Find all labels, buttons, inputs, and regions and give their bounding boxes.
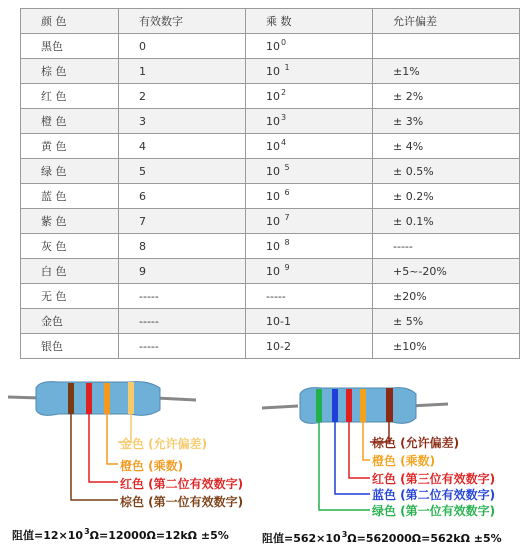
label-brown: 棕色 (允许偏差) [372, 436, 460, 450]
table-header-cell: 允许偏差 [373, 9, 520, 34]
digit-cell: 7 [119, 209, 246, 234]
tolerance-cell: ± 0.2% [373, 184, 520, 209]
digit-cell: ----- [119, 334, 246, 359]
color-cell: 棕 色 [21, 59, 119, 84]
lead-left [262, 406, 298, 408]
tolerance-cell: +5~-20% [373, 259, 520, 284]
label-gold: 金色 (允许偏差) [120, 437, 208, 451]
band-orange [360, 389, 366, 422]
tolerance-cell: ----- [373, 234, 520, 259]
lead-right [156, 398, 196, 400]
lead-left [8, 397, 40, 398]
color-cell: 黑色 [21, 34, 119, 59]
multiplier-cell: 10 $^8$ [246, 234, 373, 259]
band-green [316, 389, 322, 422]
table-row [21, 334, 520, 359]
color-code-table [20, 8, 520, 359]
label-red: 红色 (第三位有效数字) [372, 472, 496, 486]
color-cell: 银色 [21, 334, 119, 359]
table-row [21, 209, 520, 234]
label-brown: 棕色 (第一位有效数字) [120, 495, 244, 509]
band-brown [386, 388, 393, 422]
digit-cell: 6 [119, 184, 246, 209]
color-cell: 灰 色 [21, 234, 119, 259]
tolerance-cell: ± 5% [373, 309, 520, 334]
table-row [21, 234, 520, 259]
table-row [21, 259, 520, 284]
color-cell: 红 色 [21, 84, 119, 109]
leader-red [89, 414, 118, 482]
tolerance-cell: ±20% [373, 284, 520, 309]
tolerance-cell: ± 2% [373, 84, 520, 109]
color-cell: 无 色 [21, 284, 119, 309]
band-brown [68, 383, 74, 414]
band-gold [128, 382, 134, 414]
band-blue [332, 389, 338, 422]
multiplier-cell: 10 $^9$ [246, 259, 373, 284]
tolerance-cell [373, 34, 520, 59]
table-row [21, 134, 520, 159]
color-cell: 橙 色 [21, 109, 119, 134]
tolerance-cell: ± 3% [373, 109, 520, 134]
label-blue: 蓝色 (第二位有效数字) [372, 488, 496, 502]
table-header-cell: 乘 数 [246, 9, 373, 34]
color-cell: 紫 色 [21, 209, 119, 234]
leader-brown [71, 414, 118, 500]
multiplier-cell: 10 $^6$ [246, 184, 373, 209]
color-cell: 绿 色 [21, 159, 119, 184]
tolerance-cell: ± 0.1% [373, 209, 520, 234]
multiplier-cell: ----- [246, 284, 373, 309]
leader-blue [335, 422, 370, 494]
color-cell: 黄 色 [21, 134, 119, 159]
table-row [21, 159, 520, 184]
label-green: 绿色 (第一位有效数字) [372, 504, 496, 518]
multiplier-cell: 10 $^1$ [246, 59, 373, 84]
label-red: 红色 (第二位有效数字) [120, 477, 244, 491]
color-cell: 白 色 [21, 259, 119, 284]
digit-cell: 1 [119, 59, 246, 84]
multiplier-cell: 10 $^5$ [246, 159, 373, 184]
color-cell: 金色 [21, 309, 119, 334]
table-row [21, 59, 520, 84]
tolerance-cell: ±1% [373, 59, 520, 84]
tolerance-cell: ± 0.5% [373, 159, 520, 184]
digit-cell: ----- [119, 284, 246, 309]
digit-cell: 3 [119, 109, 246, 134]
formula-1: 阻值$=12\times 10^3\Omega=12000\Omega=12k\Omega \pm 5\%$ [12, 527, 229, 542]
table-row [21, 309, 520, 334]
table-row [21, 284, 520, 309]
table-header-cell: 有效数字 [119, 9, 246, 34]
table-row [21, 84, 520, 109]
leader-red [349, 422, 370, 478]
digit-cell: 0 [119, 34, 246, 59]
band-red [86, 383, 92, 414]
multiplier-cell: $10^4$ [246, 134, 373, 159]
table-row [21, 109, 520, 134]
multiplier-cell: 10 $^7$ [246, 209, 373, 234]
digit-cell: 2 [119, 84, 246, 109]
table-row [21, 34, 520, 59]
band-orange [104, 383, 110, 414]
digit-cell: ----- [119, 309, 246, 334]
multiplier-cell: 10-2 [246, 334, 373, 359]
leader-orange [107, 414, 118, 464]
digit-cell: 4 [119, 134, 246, 159]
table-row [21, 184, 520, 209]
tolerance-cell: ± 4% [373, 134, 520, 159]
multiplier-cell: 10-1 [246, 309, 373, 334]
multiplier-cell: $10^0$ [246, 34, 373, 59]
formula-2: 阻值$=562\times 10^3\Omega=562000\Omega=562k\Omega \pm 5\%$ [262, 530, 502, 545]
tolerance-cell: ±10% [373, 334, 520, 359]
digit-cell: 5 [119, 159, 246, 184]
label-orange: 橙色 (乘数) [372, 454, 436, 468]
band-red [346, 389, 352, 422]
digit-cell: 9 [119, 259, 246, 284]
multiplier-cell: $10^2$ [246, 84, 373, 109]
leader-orange [363, 422, 370, 460]
color-cell: 蓝 色 [21, 184, 119, 209]
label-orange: 橙色 (乘数) [120, 459, 184, 473]
digit-cell: 8 [119, 234, 246, 259]
table-header-row [21, 9, 520, 34]
resistor-body [36, 382, 160, 416]
multiplier-cell: $10^3$ [246, 109, 373, 134]
table-header-cell: 颜 色 [21, 9, 119, 34]
